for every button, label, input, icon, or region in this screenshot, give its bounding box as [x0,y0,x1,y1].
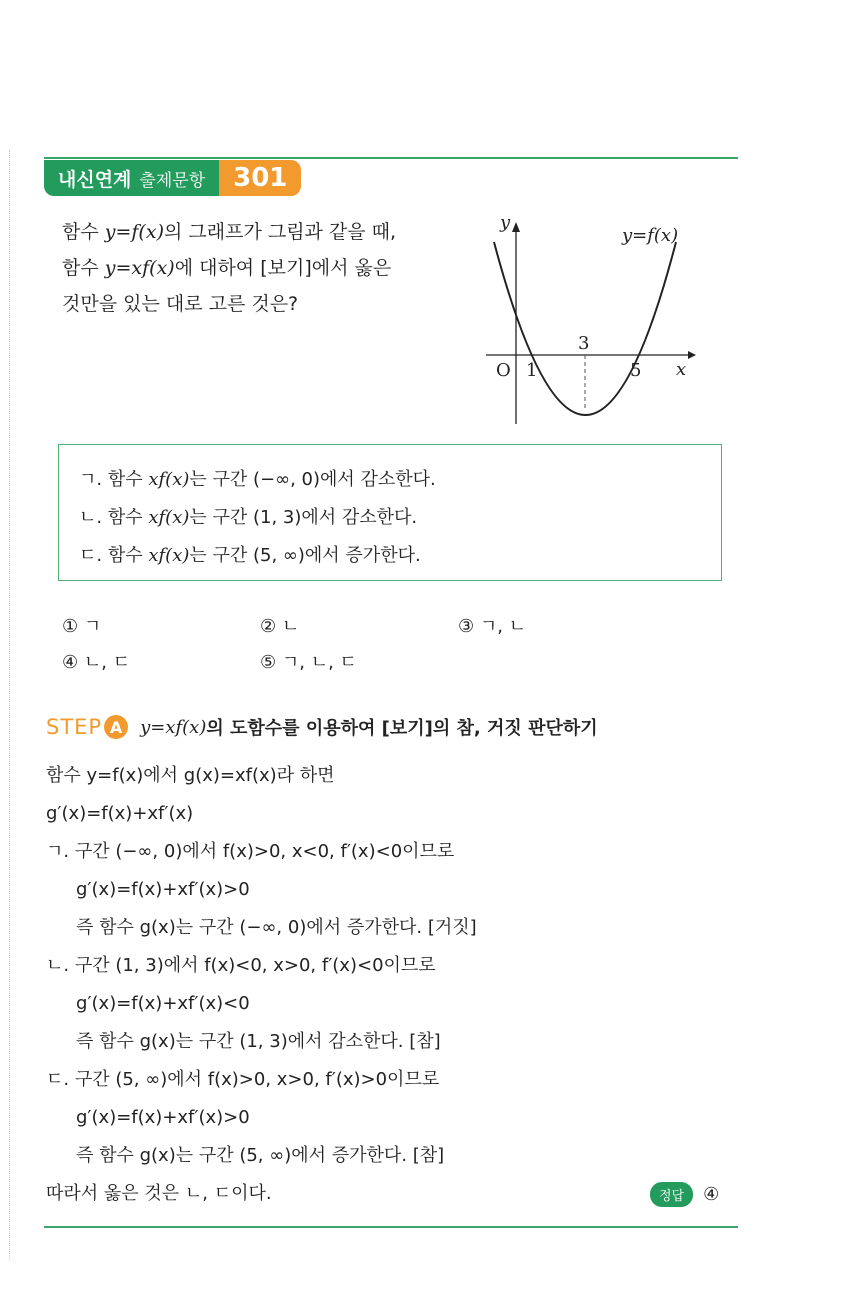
solution-line: 즉 함수 g(x)는 구간 (5, ∞)에서 증가한다. [참] [76,1145,445,1166]
problem-text: 함수 [62,221,105,243]
bogi-math: xf(x) [148,545,190,566]
solution-line: g′(x)=f(x)+xf′(x) [46,803,194,824]
header-tag-light: 출제문항 [139,170,206,191]
bogi-item-3 [79,537,721,575]
solution-line: g′(x)=f(x)+xf′(x)>0 [76,879,250,900]
problem-statement [62,214,482,322]
problem-line-2 [62,250,482,286]
problem-line-1 [62,214,482,250]
y-axis-label: y [500,212,511,233]
solution-line: 따라서 옳은 것은 ㄴ, ㄷ이다. [46,1183,272,1204]
step-math: y=xf(x) [140,716,207,738]
problem-text: 에 대하여 [보기]에서 옳은 [174,257,392,279]
top-divider [44,157,738,159]
bogi-marker: ㄴ. [79,507,103,528]
header-tag [44,160,219,196]
bottom-divider [44,1226,738,1228]
step-heading [46,714,598,740]
vertex-x-label: 3 [578,333,590,354]
solution-line: ㄴ. 구간 (1, 3)에서 f(x)<0, x>0, f′(x)<0이므로 [46,955,436,976]
solution-line: 즉 함수 g(x)는 구간 (−∞, 0)에서 증가한다. [거짓] [76,917,477,938]
bogi-text: 함수 [102,507,149,528]
y-axis-arrow [512,222,520,232]
function-graph [480,212,720,432]
x-axis-label: x [676,359,687,380]
choice-1[interactable]: ① ㄱ [62,616,102,637]
choice-5[interactable]: ⑤ ㄱ, ㄴ, ㄷ [260,652,357,673]
bogi-text: 는 구간 (1, 3)에서 감소한다. [189,507,418,528]
bogi-text: 함수 [102,469,149,490]
choice-2[interactable]: ② ㄴ [260,616,300,637]
solution-line: ㄱ. 구간 (−∞, 0)에서 f(x)>0, x<0, f′(x)<0이므로 [46,841,455,862]
bogi-text: 는 구간 (−∞, 0)에서 감소한다. [189,469,436,490]
bogi-math: xf(x) [148,469,190,490]
bogi-item-1 [79,461,721,499]
answer [650,1182,719,1207]
bogi-marker: ㄱ. [79,469,103,490]
step-title: 의 도함수를 이용하여 [보기]의 참, 거짓 판단하기 [206,718,598,739]
x-axis-arrow [688,351,696,359]
bogi-text: 함수 [102,545,149,566]
solution-line: 함수 y=f(x)에서 g(x)=xf(x)라 하면 [46,765,335,786]
bogi-text: 는 구간 (5, ∞)에서 증가한다. [189,545,421,566]
step-letter-badge: A [104,715,128,739]
choice-3[interactable]: ③ ㄱ, ㄴ [458,616,527,637]
problem-text: 함수 [62,257,105,279]
problem-header [44,160,301,196]
root2-label: 5 [630,360,642,381]
answer-badge: 정답 [650,1182,693,1207]
solution-line: g′(x)=f(x)+xf′(x)<0 [76,993,250,1014]
answer-value: ④ [703,1184,720,1205]
root1-label: 1 [526,360,538,381]
problem-text: 의 그래프가 그림과 같을 때, [163,221,397,243]
bogi-marker: ㄷ. [79,545,103,566]
problem-line-3 [62,286,482,322]
problem-number: 301 [219,160,301,196]
problem-text: 것만을 있는 대로 고른 것은? [62,293,299,315]
problem-math: y=f(x) [104,221,164,243]
bogi-math: xf(x) [148,507,190,528]
step-label: STEP [46,715,103,739]
curve-label: y=f(x) [622,225,679,246]
parabola-curve [494,242,676,415]
problem-math: y=xf(x) [104,257,175,279]
margin-dotted-line [9,150,10,1260]
solution-line: 즉 함수 g(x)는 구간 (1, 3)에서 감소한다. [참] [76,1031,441,1052]
solution-line: ㄷ. 구간 (5, ∞)에서 f(x)>0, x>0, f′(x)>0이므로 [46,1069,440,1090]
solution-line: g′(x)=f(x)+xf′(x)>0 [76,1107,250,1128]
header-tag-bold: 내신연계 [58,168,132,191]
bogi-box [58,444,722,581]
origin-label: O [496,360,511,381]
bogi-item-2 [79,499,721,537]
choice-4[interactable]: ④ ㄴ, ㄷ [62,652,131,673]
